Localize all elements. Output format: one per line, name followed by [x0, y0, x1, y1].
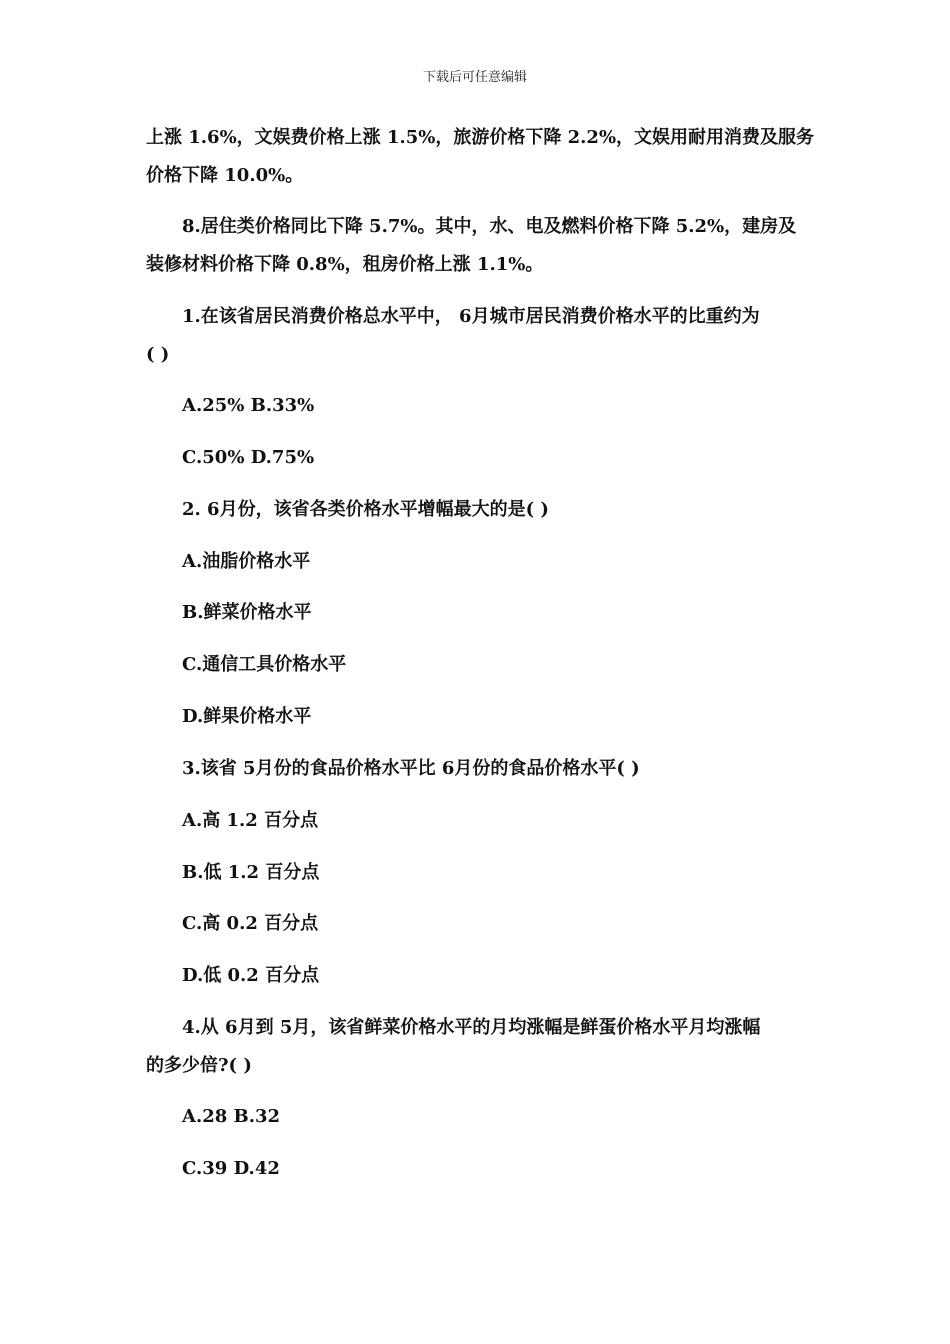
question-4: 4.从 6月到 5月，该省鲜菜价格水平的月均涨幅是鲜蛋价格水平月均涨幅: [182, 1017, 761, 1038]
text-line-1: 上涨 1.6%，文娱费价格上涨 1.5%，旅游价格下降 2.2%，文娱用耐用消费及服务: [146, 127, 815, 148]
text-line-3: 8.居住类价格同比下降 5.7%。其中，水、电及燃料价格下降 5.2%，建房及: [182, 216, 797, 237]
question-4-cont: 的多少倍?( ): [146, 1055, 252, 1076]
question-1: 1.在该省居民消费价格总水平中， 6月城市居民消费价格水平的比重约为: [182, 306, 760, 327]
q3-option-d: D.低 0.2 百分点: [182, 965, 320, 986]
q3-option-c: C.高 0.2 百分点: [182, 913, 319, 934]
q3-option-a: A.高 1.2 百分点: [182, 810, 319, 831]
q3-option-b: B.低 1.2 百分点: [182, 862, 320, 883]
text-line-2: 价格下降 10.0%。: [146, 165, 304, 186]
q4-option-ab: A.28 B.32: [182, 1106, 281, 1127]
question-3: 3.该省 5月份的食品价格水平比 6月份的食品价格水平( ): [182, 758, 640, 779]
q2-option-b: B.鲜菜价格水平: [182, 602, 312, 623]
q1-option-ab: A.25% B.33%: [182, 395, 315, 416]
page-header: 下载后可任意编辑: [422, 70, 527, 85]
text-line-4: 装修材料价格下降 0.8%，租房价格上涨 1.1%。: [146, 254, 544, 275]
q2-option-a: A.油脂价格水平: [182, 551, 311, 572]
question-2: 2. 6月份，该省各类价格水平增幅最大的是( ): [182, 499, 549, 520]
q2-option-c: C.通信工具价格水平: [182, 654, 347, 675]
q2-option-d: D.鲜果价格水平: [182, 706, 312, 727]
q1-option-cd: C.50% D.75%: [182, 447, 315, 468]
question-1-paren: ( ): [146, 344, 170, 365]
q4-option-cd: C.39 D.42: [182, 1158, 280, 1179]
